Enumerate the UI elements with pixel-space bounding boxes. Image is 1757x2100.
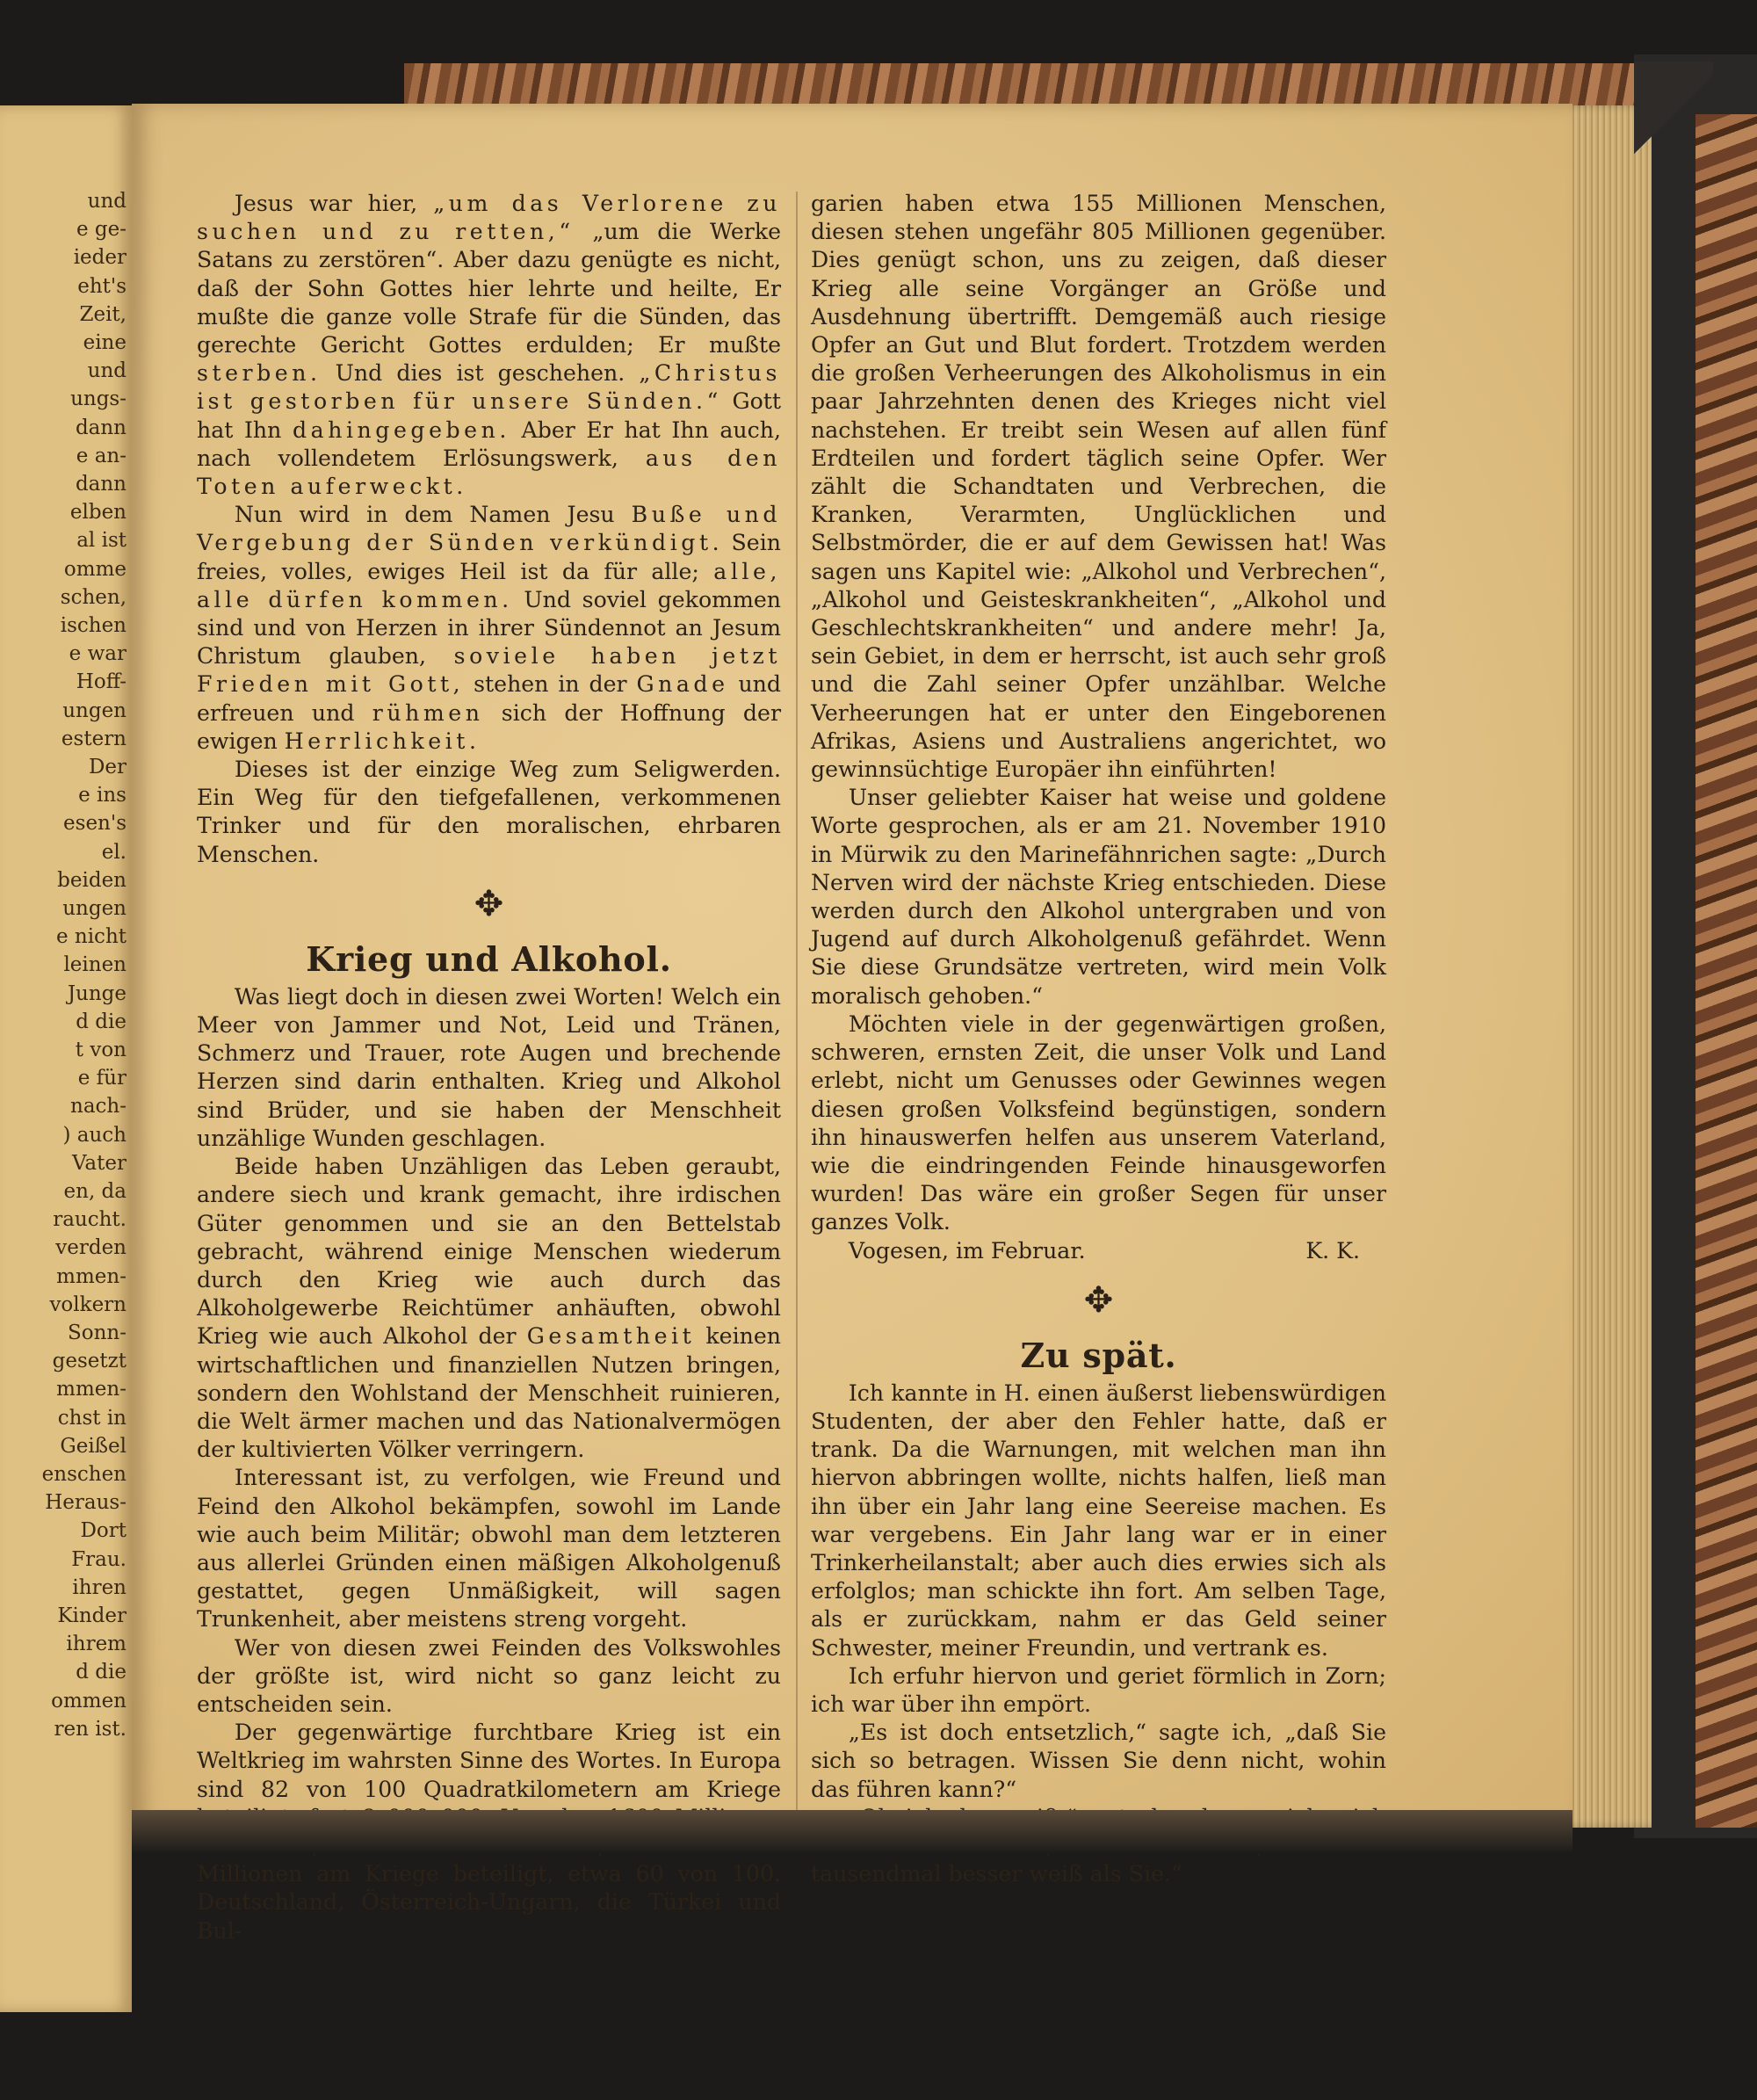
left-page-line: mmen- [56,1264,127,1288]
left-page-line: dann [75,473,127,496]
paragraph: Ich kannte in H. einen äußerst liebenswürdigen Studenten, der aber den Fehler hatte, daß er trank. Da die Warnungen, mit welchen man ihn hiervon abbringen wollte, nichts halfen, ließ man ihn über ein Jahr lang eine Seereise machen. Es war vergebens. Ein Jahr lang war er in einer Trinkerheilanstalt; aber auch dies erwies sich als erfolglos; man schickte ihn fort. Am selben Tage, als er zurückkam, nahm er das Geld seiner Schwester, meiner Freundin, und vertrank es. [811,1379,1386,1661]
left-page-line: esen's [63,812,127,836]
emphasis-text: aus den Toten auferweckt. [197,445,781,500]
left-page-line: Zeit, [79,302,127,326]
paragraph: Interessant ist, zu verfolgen, wie Freund und Feind den Alkohol bekämpfen, sowohl im Lande wie auch beim Militär; obwohl man dem letzteren aus allerlei Gründen einen mäßigen Alkoholgenuß gestattet, gegen Unmäßigkeit, will sagen Trunkenheit, aber meistens streng vorgeht. [197,1465,781,1633]
left-column [197,190,781,1945]
left-page-line: ieder [73,246,127,270]
body-text: stehen in der [464,671,637,698]
body-text: Jesus war hier, [234,191,434,216]
left-page-line: Hoff- [76,670,127,694]
left-page-line: t von [75,1039,127,1061]
article-heading: Krieg und Alkohol. [306,938,672,979]
emphasis-text: dahingegeben. [292,416,510,443]
left-page-line: ommen [51,1689,127,1713]
body-text: Gott hat Ihn [197,388,781,443]
left-page-line: e an- [76,444,127,467]
left-page-line: ihrem [66,1633,127,1656]
paragraph: garien haben etwa 155 Millionen Menschen, diesen stehen ungefähr 805 Millionen gegenüber. Dies genügt schon, uns zu zeigen, daß dieser Krieg alle seine Vorgänger an Größe und Ausdehnung übertrifft. Demgemäß auch riesige Opfer an Gut und Blut fordert. Trotzdem werden die großen Verheerungen des Alkoholismus in ein paar Jahrzehnten denen des Krieges nicht viel nachstehen. Er treibt sein Wesen auf allen fünf Erdteilen und fordert täglich seine Opfer. Wer zählt die Schandtaten und Verbrechen, die Kranken, Verarmten, Unglücklichen und Selbstmörder, die er auf dem Gewissen hat! Was sagen uns Kapitel wie: „Alkohol und Verbrechen“, „Alkohol und Geisteskrankheiten“, „Alkohol und Geschlechtskrankheiten“ und andere mehr! Ja, sein Gebiet, in dem er herrscht, ist auch sehr groß und die Zahl seiner Opfer unzählbar. Welche Verheerungen hat er unter den Eingeborenen Afrikas, Asiens und Australiens angerichtet, wo gewinnsüchtige Europäer ihn einführten! [811,191,1386,783]
emphasis-text: „Christus ist gestorben für unsere Sünden.“ [197,360,781,415]
emphasis-text: Buße und Vergebung der Sünden verkündigt. [197,502,781,556]
left-page-line: Frau. [71,1547,127,1571]
article-heading: Zu spät. [1020,1335,1177,1375]
left-page-line: e ins [78,784,127,807]
left-page-line: nach- [70,1095,127,1119]
paragraph: Beide haben Unzähligen das Leben geraubt, andere siech und krank gemacht, ihre irdischen Güter genommen und sie an den Bettelstab gebracht, während einige Menschen wiederum durch den Krieg wie auch durch das Alkoholgewerbe Reichtümer anhäuften, obwohl Krieg wie auch Alkohol der Gesamtheit keinen wirtschaftlichen und finanziellen Nutzen bringen, sondern den Wohlstand der Menschheit ruinieren, die Welt ärmer machen und das Nationalvermögen der kultivierten Völker verringern. [197,1154,781,1463]
left-page-line: e für [77,1067,127,1090]
dateline-place: Vogesen, im Februar. [848,1237,1086,1264]
left-page-line: mmen- [56,1378,127,1401]
paragraph: Unser geliebter Kaiser hat weise und goldene Worte gesprochen, als er am 21. November 1910 in Mürwik zu den Marinefähnrichen sagte: „Durch Nerven wird der nächste Krieg entschieden. Diese werden durch den Alkohol untergraben und von Jugend auf durch Alkoholgenuß gefährdet. Wenn Sie diese Grundsätze vertreten, wird mein Volk moralisch gehoben.“ [811,785,1386,1009]
left-page-line: und [87,190,127,213]
emphasis-text: Herrlichkeit. [284,728,481,754]
body-text: sich der Hoffnung der ewigen [197,699,781,754]
body-text: und erfreuen und [197,671,782,726]
paragraph: „Es ist doch entsetzlich,“ sagte ich, „daß Sie sich so betragen. Wissen Sie denn nicht, wohin das führen kann?“ [811,1720,1386,1802]
paragraph: tausendmal besser weiß als Sie.“ [811,1861,1182,1887]
left-page-line: enschen [41,1463,127,1486]
body-text: „um die Werke Satans zu zerstören“. Aber dazu genügte es nicht, daß der Sohn Gottes hier lehrte und heilte, Er mußte die ganze volle Strafe für die Sünden, das gerechte Gericht Gottes erdulden; Er mußte [197,219,781,358]
body-text: Und dies ist geschehen. [321,360,640,387]
left-page-line: und [87,359,127,383]
paragraph: Möchten viele in der gegenwärtigen großen, schweren, ernsten Zeit, die unser Volk und Land erlebt, nicht um Genusses oder Gewinnes wegen diesen großen Volksfeind begünstigen, sondern ihn hinauswerfen helfen aus unserem Vaterland, wie die eindringenden Feinde hinausgeworfen wurden! Das wäre ein großer Segen für unser ganzes Volk. [811,1010,1386,1235]
left-page-line: d die [76,1010,127,1033]
left-page-line: el. [101,840,127,864]
left-page-line: ischen [60,614,127,637]
paragraph: Was liegt doch in diesen zwei Worten! Welch ein Meer von Jammer und Not, Leid und Tränen, Schmerz und Trauer, rote Augen und brechende Herzen sind darin enthalten. Krieg und Alkohol sind Brüder, und sie haben der Menschheit unzählige Wunden geschlagen. [197,983,781,1151]
left-page-line: leinen [63,953,127,977]
left-page-line: e nicht [55,925,127,949]
left-page-line: omme [63,557,127,581]
left-page-line: verden [55,1236,127,1260]
left-page-line: Junge [67,981,127,1005]
left-page-line: dann [75,416,127,439]
left-page-line: raucht. [53,1208,127,1232]
body-text: Nun wird in dem Namen Jesu [234,502,632,528]
book-marbled-edge [1696,114,1757,1828]
left-page-line: Der [88,756,127,778]
body-text: Sein freies, volles, ewiges Heil ist da für alle; [197,530,781,584]
left-page-line: Heraus- [45,1491,127,1515]
left-page-fragment [0,105,132,2012]
left-page-line: Vater [71,1151,127,1175]
paragraph: Der gegenwärtige furchtbare Krieg ist ein Weltkrieg im wahrsten Sinne des Wortes. In Europa sind 82 von 100 Quadratkilometern am Kriege Millionen am Kriege beteiligt, etwa 60 von 100. Deutschland, Österreich-Ungarn, die Türkei und Bul- [197,1720,781,1944]
paragraph [197,190,781,501]
ornament-icon: ✥ [1083,1279,1114,1321]
left-page-line: e war [69,642,127,666]
left-page-line: ren ist. [54,1717,127,1741]
emphasis-text: sterben. [197,360,322,387]
emphasis-text: Gnade [636,671,729,698]
paragraph: Ich erfuhr hiervon und geriet förmlich in Zorn; ich war über ihn empört. [811,1662,1386,1717]
paragraph: Dieses ist der einzige Weg zum Seligwerden. Ein Weg für den tiefgefallenen, verkommenen Trinker und für den moralischen, ehrbaren Menschen. [197,757,781,867]
paragraph: Wer von diesen zwei Feinden des Volkswohles der größte ist, wird nicht so ganz leicht zu entscheiden sein. [197,1634,781,1717]
left-page-line: eht's [77,274,127,298]
dateline [811,1237,1386,1265]
emphasis-text: alle, alle dürfen kommen. [197,558,781,612]
book-page [132,104,1573,1944]
left-page-line: Sonn- [67,1322,127,1344]
left-page-line: e ge- [76,218,127,242]
left-page-line: al ist [76,529,127,553]
left-page-line: ) auch [62,1123,127,1147]
author-signature: K. K. [1305,1237,1360,1264]
corner-protector [1634,62,1713,167]
body-text: Aber Er hat Ihn auch, nach vollendetem Erlösungswerk, [197,416,781,471]
left-page-line: schen, [60,585,127,609]
emphasis-text: „um das Verlorene zu suchen und zu retten,“ [197,191,781,245]
left-page-line: en, da [63,1180,127,1203]
left-page-line: chst in [57,1406,127,1430]
left-page-line: elben [69,501,127,525]
left-page-line: Geißel [60,1434,127,1458]
left-page-line: ungs- [70,387,127,411]
left-page-line: d die [76,1661,127,1684]
left-page-line: estern [61,727,127,750]
left-page-line: beiden [57,868,127,892]
emphasis-text: soviele haben jetzt Frieden mit Gott, [197,643,781,698]
left-page-line: Kinder [57,1604,127,1627]
left-page-line: ungen [62,699,127,722]
ornament-icon: ✥ [474,883,504,924]
column-divider [796,192,798,1826]
emphasis-text: rühmen [372,699,484,726]
right-column [811,190,1386,1888]
page-bottom-shadow [132,1810,1573,1854]
paragraph [197,501,781,756]
body-text: Und soviel gekommen sind und von Herzen in ihrer Sündennot an Jesum Christum glauben, [197,586,782,670]
left-page-line: volkern [49,1293,127,1316]
left-page-line: eine [83,331,127,354]
left-page-line: Dort [80,1519,127,1543]
left-page-line: ihren [72,1575,127,1599]
left-page-line: ungen [62,897,127,920]
left-page-line: gesetzt [52,1350,127,1373]
